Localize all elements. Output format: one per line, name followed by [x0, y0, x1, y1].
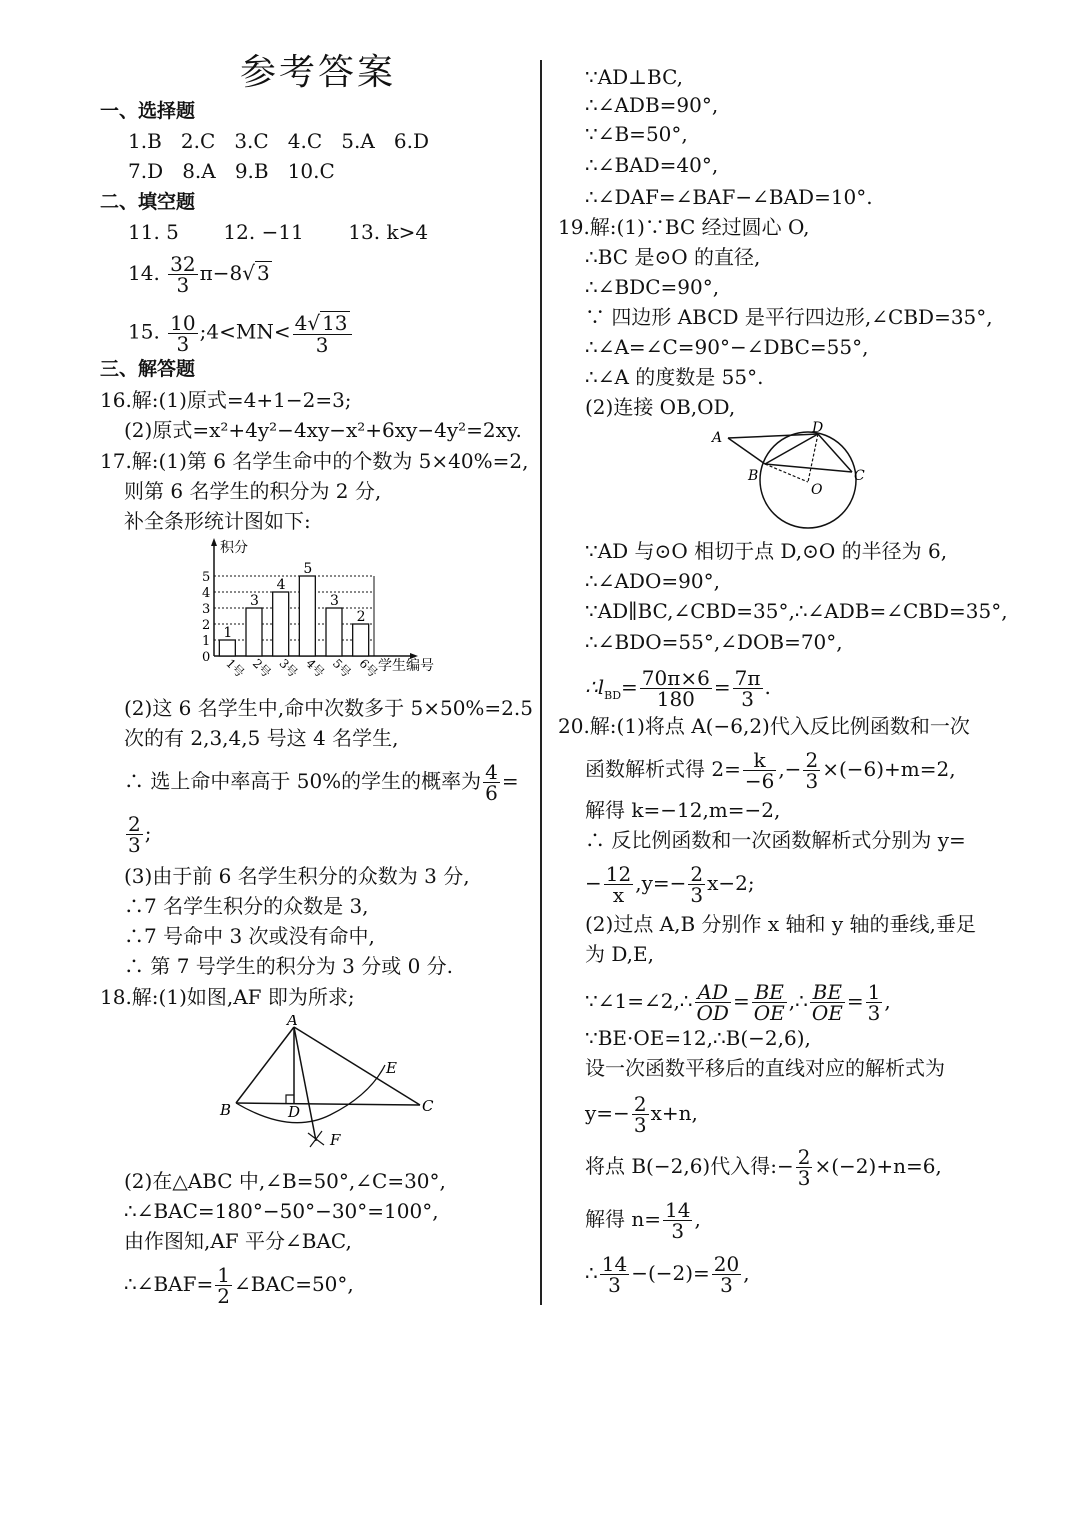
- fraction: $\frac{14}{3}$: [665, 1198, 691, 1243]
- fraction: $\frac{BE}{OE}$: [753, 980, 785, 1025]
- x-axis-label: 学生编号: [378, 658, 434, 674]
- answer-1: 1.B: [128, 129, 162, 153]
- q19-line-6: ∴∠A 的度数是 55°.: [585, 365, 764, 389]
- tangent-ad: [728, 434, 818, 438]
- y-tick-label: 1: [202, 634, 211, 649]
- triangle-construction-figure: [210, 1015, 440, 1155]
- fraction: $\frac{BE}{OE}$: [811, 980, 843, 1025]
- q18-right-line-3: ∵∠B=50°,: [585, 122, 688, 146]
- section-2-heading: 二、填空题: [100, 191, 196, 213]
- segment-bc: [765, 464, 852, 472]
- answer-9: 9.B: [234, 159, 269, 183]
- answer-10: 10.C: [287, 159, 335, 183]
- y-tick-label: 4: [202, 586, 211, 601]
- q19-line-3: ∴∠BDC=90°,: [585, 275, 720, 299]
- q20-line-2: 函数解析式得 2= $\frac{k}{-6}$ ,− $\frac{2}{3}$ ×(−6)+m=2,: [585, 748, 956, 793]
- q19-line-10: ∵AD∥BC,∠CBD=35°,∴∠ADB=∠CBD=35°,: [585, 599, 1008, 623]
- q17-line-8: (3)由于前 6 名学生积分的众数为 3 分,: [124, 864, 470, 888]
- q20-line-5: − $\frac{12}{x}$ ,y=− $\frac{2}{3}$ x−2;: [585, 862, 755, 907]
- q17-line-2: 则第 6 名学生的积分为 2 分,: [124, 479, 382, 503]
- fraction: $\frac{4√ 13}{3}$: [293, 311, 352, 355]
- q20-line-9: ∵BE·OE=12,∴B(−2,6),: [585, 1026, 811, 1050]
- q20-line-7: 为 D,E,: [585, 942, 654, 966]
- fraction: $\frac{32}{3}$: [170, 252, 196, 297]
- y-axis-label: 积分: [220, 540, 248, 556]
- y-tick-label: 2: [202, 618, 211, 633]
- fraction: $\frac{AD}{OD}$: [696, 980, 729, 1025]
- answer-3: 3.C: [234, 129, 269, 153]
- bar-value-label: 3: [330, 593, 339, 609]
- q20-line-8: ∵∠1=∠2,∴ $\frac{AD}{OD}$ = $\frac{BE}{OE}$ ,∴ $\frac{BE}{OE}$ = $\frac{1}{3}$ ,: [585, 980, 891, 1025]
- y-tick-label: 0: [202, 650, 211, 665]
- fraction: $\frac{2}{3}$: [633, 1092, 647, 1137]
- q18-line-2: (2)在△ABC 中,∠B=50°,∠C=30°,: [124, 1169, 446, 1193]
- q17-line-10: ∴7 号命中 3 次或没有命中,: [124, 924, 375, 948]
- q17-line-1: 17.解:(1)第 6 名学生命中的个数为 5×40%=2,: [100, 449, 529, 473]
- bar: [246, 608, 262, 656]
- segment-bd: [765, 434, 818, 464]
- segment-ab: [728, 438, 765, 464]
- choice-answers-row-1: [128, 127, 429, 155]
- q17-line-9: ∴7 名学生积分的众数是 3,: [124, 894, 369, 918]
- answer-15-label: 15.: [128, 319, 160, 344]
- q18-line-4: 由作图知,AF 平分∠BAC,: [124, 1229, 352, 1253]
- q20-line-13: 解得 n= $\frac{14}{3}$ ,: [585, 1198, 701, 1243]
- q20-line-14: ∴ $\frac{14}{3}$ −(−2)= $\frac{20}{3}$ ,: [585, 1252, 750, 1297]
- answer-5: 5.A: [341, 129, 375, 153]
- answer-13: 13. k>4: [348, 220, 429, 244]
- label-c: C: [422, 1097, 434, 1115]
- fraction: $\frac{10}{3}$: [170, 310, 196, 356]
- fraction: $\frac{2}{3}$: [805, 748, 819, 793]
- fraction: $\frac{2}{3}$: [690, 862, 704, 907]
- segment-ab: [236, 1027, 294, 1103]
- answer-14-text: π−8: [199, 261, 243, 285]
- q17-line-7: $\frac{2}{3}$ ;: [128, 812, 152, 857]
- q18-right-line-5: ∴∠DAF=∠BAF−∠BAD=10°.: [585, 185, 873, 209]
- q16-line-2: (2)原式=x²+4y²−4xy−x²+6xy−4y²=2xy.: [124, 418, 522, 442]
- q16-line-1: 16.解:(1)原式=4+1−2=3;: [100, 388, 352, 412]
- label-a: A: [287, 1015, 298, 1029]
- bar-value-label: 3: [250, 593, 259, 609]
- q17-line-4: (2)这 6 名学生中,命中次数多于 5×50%=2.5: [124, 696, 533, 720]
- arc-mark-2: [310, 1131, 322, 1147]
- fraction: $\frac{2}{3}$: [797, 1145, 811, 1190]
- bar: [299, 576, 315, 656]
- answer-8: 8.A: [182, 159, 216, 183]
- label-a: A: [712, 430, 723, 446]
- bar: [273, 592, 289, 656]
- q18-right-line-4: ∴∠BAD=40°,: [585, 153, 719, 177]
- fraction: $\frac{1}{2}$: [217, 1263, 230, 1308]
- q17-line-11: ∴ 第 7 号学生的积分为 3 分或 0 分.: [124, 954, 454, 978]
- x-tick-label: 1号: [223, 656, 247, 681]
- q19-line-2: ∴BC 是⊙O 的直径,: [585, 245, 761, 269]
- fraction: $\frac{1}{3}$: [867, 980, 881, 1025]
- fraction: $\frac{12}{x}$: [605, 862, 632, 907]
- fill-answers-row: [128, 218, 428, 246]
- x-tick-label: 2号: [249, 656, 274, 681]
- q18-right-line-1: ∵AD⊥BC,: [585, 65, 684, 89]
- q19-line-4: ∵ 四边形 ABCD 是平行四边形,∠CBD=35°,: [585, 305, 993, 329]
- x-tick-label: 3号: [276, 656, 301, 681]
- q17-line-6: ∴ 选上命中率高于 50%的学生的概率为 $\frac{4}{6}$ =: [124, 760, 519, 805]
- bar-value-label: 2: [356, 609, 366, 625]
- q18-line-3: ∴∠BAC=180°−50°−30°=100°,: [124, 1199, 439, 1223]
- q19-line-12: $\therefore l_{BD}=$ $\frac{70\pi\times 6}{180}$ = $\frac{7\pi}{3}$ .: [585, 666, 771, 711]
- segment-bc: [236, 1103, 420, 1105]
- x-tick-label: 4号: [303, 656, 327, 681]
- y-tick-label: 5: [202, 570, 211, 585]
- radicand: 3: [257, 261, 270, 285]
- q19-line-1: 19.解:(1)∵BC 经过圆心 O,: [558, 215, 810, 239]
- bisector-af: [294, 1027, 316, 1141]
- q20-line-4: ∴ 反比例函数和一次函数解析式分别为 y=: [585, 828, 966, 852]
- radius-od: [808, 434, 818, 482]
- answer-4: 4.C: [287, 129, 323, 153]
- fraction: $\frac{20}{3}$: [713, 1252, 740, 1297]
- bar: [353, 624, 369, 656]
- fraction: $\frac{7\pi}{3}$: [734, 666, 761, 711]
- choice-answers-row-2: [128, 157, 335, 185]
- y-axis-arrow: [211, 538, 217, 546]
- q20-line-11: y=− $\frac{2}{3}$ x+n,: [585, 1092, 698, 1137]
- answer-14: 14. $\frac{32}{3}$ π−8√ 3: [128, 252, 270, 297]
- y-tick-label: 3: [202, 602, 211, 617]
- label-c: C: [854, 468, 865, 484]
- q20-line-6: (2)过点 A,B 分别作 x 轴和 y 轴的垂线,垂足: [585, 912, 976, 936]
- answer-15: [128, 311, 354, 355]
- fraction: $\frac{14}{3}$: [601, 1252, 628, 1297]
- answer-12: 12. −11: [223, 220, 304, 244]
- circle-tangent-figure: [700, 420, 880, 535]
- label-b: B: [220, 1101, 232, 1119]
- bar-value-label: 1: [223, 625, 233, 641]
- label-d: D: [288, 1103, 301, 1121]
- segment-ac: [294, 1027, 420, 1105]
- answer-6: 6.D: [393, 129, 429, 153]
- fraction: $\frac{4}{6}$: [485, 760, 498, 805]
- q20-line-1: 20.解:(1)将点 A(−6,2)代入反比例函数和一次: [558, 714, 970, 738]
- label-o: O: [811, 482, 823, 498]
- column-divider: [540, 60, 542, 1305]
- page-title: 参考答案: [240, 52, 397, 93]
- answer-7: 7.D: [128, 159, 164, 183]
- label-d: D: [812, 420, 824, 436]
- q18-line-1: 18.解:(1)如图,AF 即为所求;: [100, 985, 355, 1009]
- answer-2: 2.C: [180, 129, 216, 153]
- x-tick-label: 5号: [329, 656, 354, 681]
- q17-line-3: 补全条形统计图如下:: [124, 509, 311, 533]
- label-b: B: [748, 468, 759, 484]
- q20-line-3: 解得 k=−12,m=−2,: [585, 798, 781, 822]
- q19-line-7: (2)连接 OB,OD,: [585, 395, 736, 419]
- q19-line-5: ∴∠A=∠C=90°−∠DBC=55°,: [585, 335, 869, 359]
- bar-chart: [190, 536, 460, 686]
- fraction: $\frac{70\pi\times 6}{180}$: [641, 666, 710, 711]
- q20-line-10: 设一次函数平移后的直线对应的解析式为: [585, 1056, 945, 1080]
- q18-line-5: ∴∠BAF= $\frac{1}{2}$ ∠BAC=50°,: [124, 1263, 354, 1308]
- answer-11: 11. 5: [128, 220, 179, 244]
- bar-value-label: 5: [303, 561, 313, 577]
- answer-15-text: ;4<MN<: [199, 319, 291, 344]
- label-f: F: [330, 1131, 341, 1149]
- q19-line-9: ∴∠ADO=90°,: [585, 569, 720, 593]
- fraction: $\frac{2}{3}$: [128, 812, 141, 857]
- section-3-heading: 三、解答题: [100, 358, 196, 380]
- answer-14-label: 14.: [128, 261, 160, 285]
- bar: [219, 640, 235, 656]
- label-e: E: [386, 1059, 397, 1077]
- q20-line-12: 将点 B(−2,6)代入得:− $\frac{2}{3}$ ×(−2)+n=6,: [585, 1145, 942, 1190]
- q19-line-8: ∵AD 与⊙O 相切于点 D,⊙O 的半径为 6,: [585, 539, 948, 563]
- section-1-heading: 一、选择题: [100, 100, 196, 122]
- fraction: $\frac{k}{-6}$: [744, 748, 775, 793]
- q19-line-11: ∴∠BDO=55°,∠DOB=70°,: [585, 630, 843, 654]
- bar: [326, 608, 342, 656]
- q18-right-line-2: ∴∠ADB=90°,: [585, 93, 719, 117]
- bar-value-label: 4: [276, 577, 286, 593]
- q17-line-5: 次的有 2,3,4,5 号这 4 名学生,: [124, 726, 399, 750]
- x-tick-label: 6号: [356, 656, 381, 681]
